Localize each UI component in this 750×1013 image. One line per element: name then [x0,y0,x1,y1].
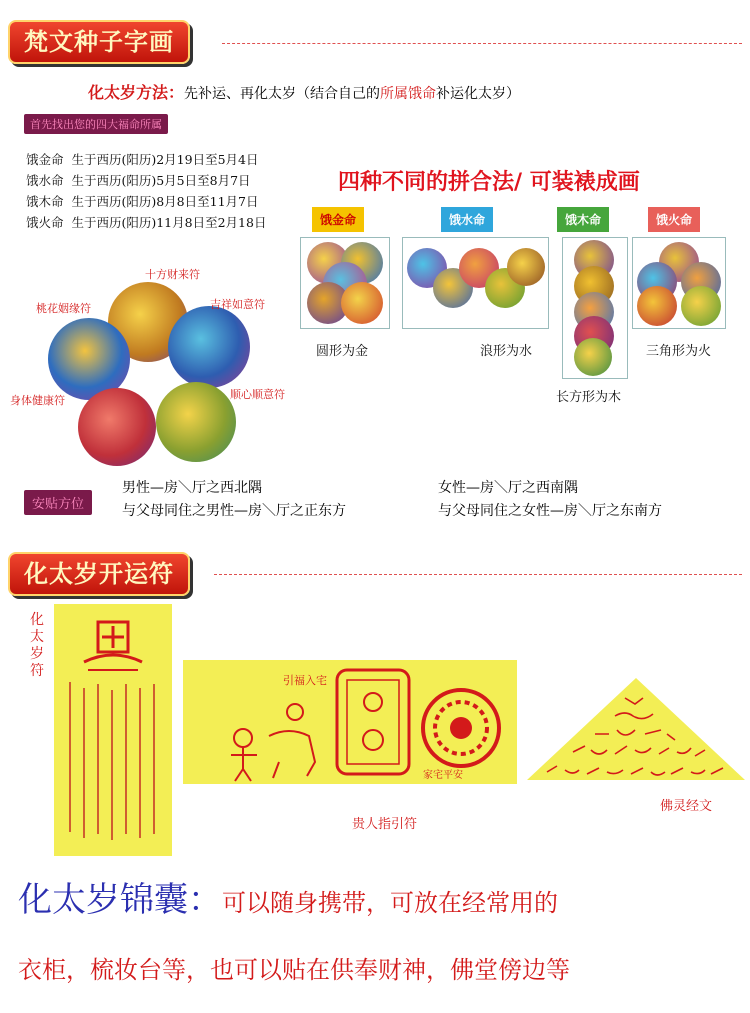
fu-label-bl: 身体健康符 [10,394,65,407]
seed-circle [574,338,612,376]
section2-banner: 化太岁开运符 [8,552,190,596]
section2-divider [214,574,742,575]
bottom-line1 [18,872,558,921]
placement-male-parent: 与父母同住之男性—房＼厅之正东方 [122,503,346,519]
combo-box-water [402,237,549,329]
combo-caption-metal: 圆形为金 [316,344,369,359]
method-text-a: 先补运、再化太岁（结合自己的 [184,86,381,102]
ming-row: 饿火命 生于西历(阳历)11月8日至2月18日 [26,215,267,230]
placement-male: 男性—房＼厅之西北隅 [122,480,262,496]
combo-box-fire [632,237,726,329]
combine-title: 四种不同的拼合法/ 可装裱成画 [338,170,640,195]
combo-caption-wood: 长方形为木 [556,390,622,405]
fu-label-top: 十方财来符 [145,268,200,281]
combo-caption-fire: 三角形为火 [646,344,712,359]
method-tag: 首先找出您的四大福命所属 [24,114,168,134]
method-line [88,80,520,103]
talisman-mid-text-a: 引福入宅 [283,674,327,687]
talisman-right [525,676,747,782]
fu-label-right: 吉祥如意符 [210,298,265,311]
fu-label-br: 顺心顺意符 [230,388,285,401]
combo-caption-water: 浪形为水 [480,344,533,359]
placement-female: 女性—房＼厅之西南隅 [438,480,578,496]
ming-row: 饿木命 生于西历(阳历)8月8日至11月7日 [26,194,259,209]
method-text-b: 补运化太岁） [436,86,521,102]
combo-tag-water: 饿水命 [441,207,493,232]
bottom-heading: 化太岁锦囊： [18,880,222,920]
combo-tag-fire: 饿火命 [648,207,700,232]
talisman-left [54,604,172,856]
combo-tag-metal: 饿金命 [312,207,364,232]
seed-circle [341,282,383,324]
talisman-mid-text-b: 家宅平安 [423,770,463,781]
combo-tag-wood: 饿木命 [557,207,609,232]
talisman-right-art [525,676,747,782]
ming-row: 饿金命 生于西历(阳历)2月19日至5月4日 [26,152,259,167]
fu-label-left: 桃花姻缘符 [36,302,91,315]
method-highlight: 所属饿命 [380,86,437,102]
seed-circle [507,248,545,286]
placement-female-parent: 与父母同住之女性—房＼厅之东南方 [438,503,662,519]
talisman-middle [183,660,517,784]
section1-divider [222,43,742,44]
seed-circle-bl [78,388,156,466]
talisman-middle-art [183,660,517,784]
ming-list [26,150,266,234]
seed-circle-br [156,382,236,462]
bottom-line2: 衣柜，梳妆台等，也可以贴在供奉财神，佛堂傍边等 [18,956,570,984]
bottom-text-1: 可以随身携带，可放在经常用的 [222,889,558,917]
method-label: 化太岁方法： [88,83,185,102]
combo-box-metal [300,237,390,329]
placement-tag: 安贴方位 [24,490,92,515]
talisman-vertical-label: 化太岁符 [30,612,44,679]
seed-circle-right [168,306,250,388]
seed-circle [681,286,721,326]
combo-box-wood [562,237,628,379]
ming-row: 饿水命 生于西历(阳历)5月5日至8月7日 [26,173,251,188]
seed-circle [637,286,677,326]
talisman-middle-label: 贵人指引符 [352,817,418,832]
talisman-left-art [54,604,172,856]
section1-banner: 梵文种子字画 [8,20,190,64]
talisman-right-label: 佛灵经文 [660,799,713,814]
